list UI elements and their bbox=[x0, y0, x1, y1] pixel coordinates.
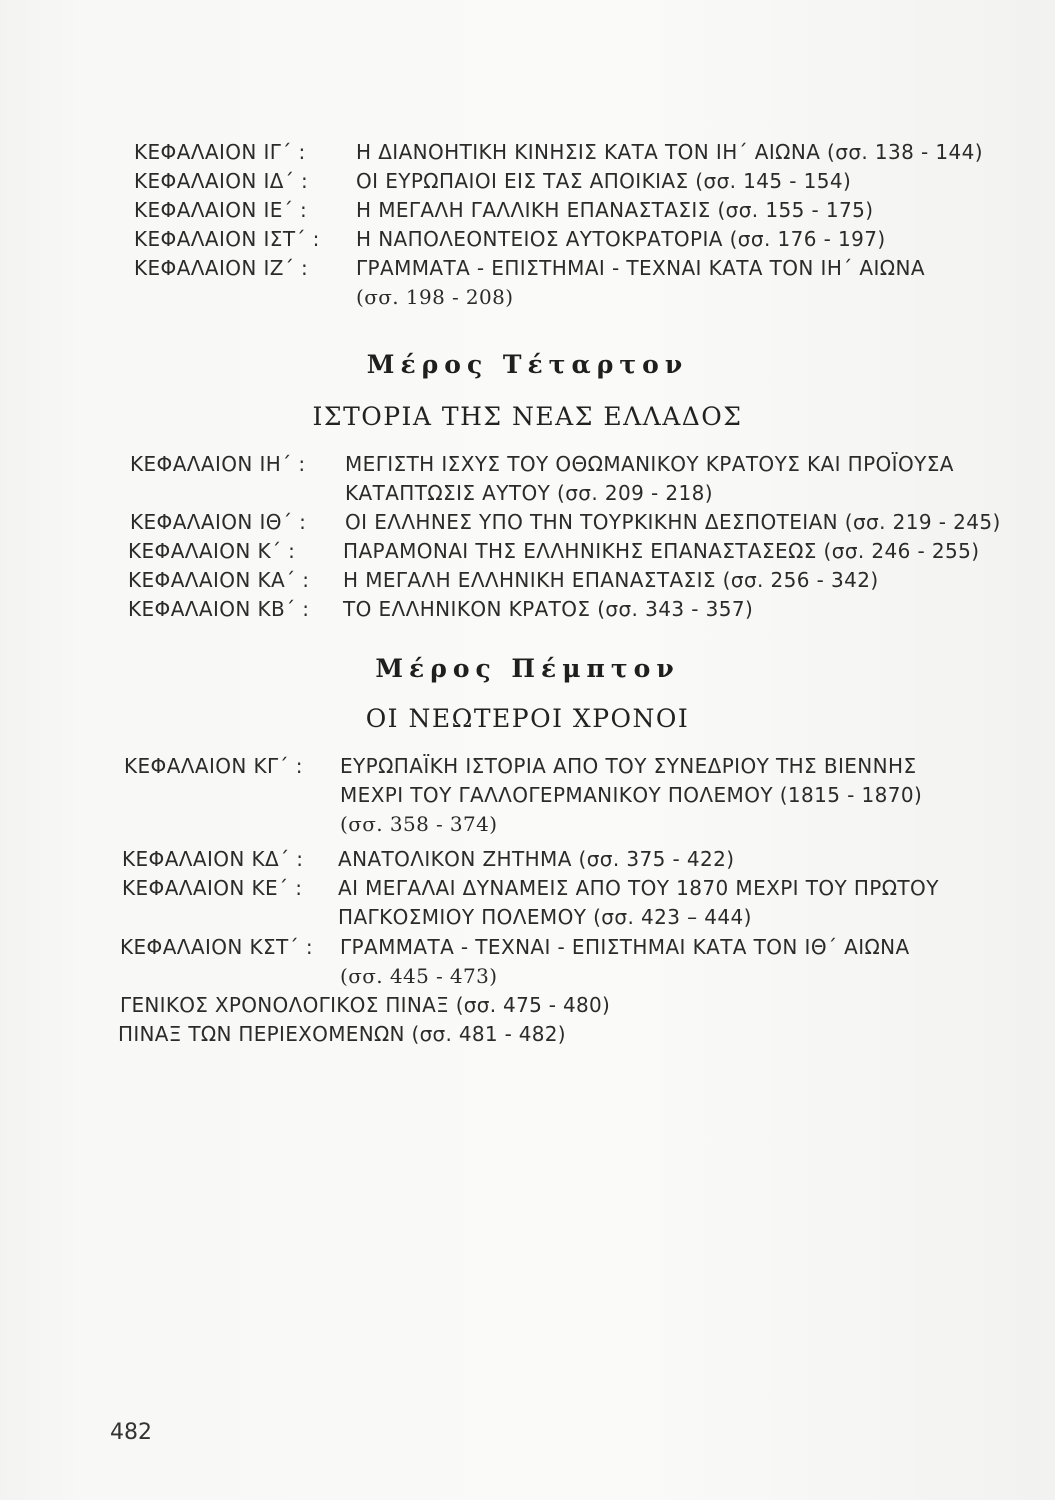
chapter-title: ΑΝΑΤΟΛΙΚΟΝ ΖΗΤΗΜΑ (σσ. 375 - 422) bbox=[338, 847, 735, 871]
chapter-title: ΤΟ ΕΛΛΗΝΙΚΟΝ ΚΡΑΤΟΣ (σσ. 343 - 357) bbox=[343, 597, 754, 621]
chapter-title: ΑΙ ΜΕΓΑΛΑΙ ΔΥΝΑΜΕΙΣ ΑΠΟ ΤΟΥ 1870 ΜΕΧΡΙ ΤΟΥ ΠΡΩΤΟΥ ΠΑΓΚΟΣΜΙΟΥ ΠΟΛΕΜΟΥ (σσ. 423 – 444) bbox=[338, 876, 939, 929]
chapter-entry bbox=[128, 595, 1043, 625]
part-title: ΟΙ ΝΕΩΤΕΡΟΙ ΧΡΟΝΟΙ bbox=[365, 704, 690, 733]
contents-entry: ΠΙΝΑΞ ΤΩΝ ΠΕΡΙΕΧΟΜΕΝΩΝ (σσ. 481 - 482) bbox=[118, 1022, 566, 1046]
chapter-title: ΟΙ ΕΥΡΩΠΑΙΟΙ ΕΙΣ ΤΑΣ ΑΠΟΙΚΙΑΣ (σσ. 145 - 154) bbox=[356, 169, 852, 193]
chapter-title: ΠΑΡΑΜΟΝΑΙ ΤΗΣ ΕΛΛΗΝΙΚΗΣ ΕΠΑΝΑΣΤΑΣΕΩΣ (σσ. 246 - 255) bbox=[343, 539, 980, 563]
chapter-label: ΚΕΦΑΛΑΙΟΝ ΙΗ΄ : bbox=[130, 452, 306, 476]
chapter-entry bbox=[124, 752, 1039, 842]
chapter-label: ΚΕΦΑΛΑΙΟΝ ΙΔ΄ : bbox=[134, 169, 309, 193]
chapter-title: ΜΕΓΙΣΤΗ ΙΣΧΥΣ ΤΟΥ ΟΘΩΜΑΝΙΚΟΥ ΚΡΑΤΟΥΣ ΚΑΙ ΠΡΟΪΟΥΣΑ ΚΑΤΑΠΤΩΣΙΣ ΑΥΤΟΥ (σσ. 209 - 218) bbox=[345, 452, 954, 505]
chapter-title: Η ΜΕΓΑΛΗ ΕΛΛΗΝΙΚΗ ΕΠΑΝΑΣΤΑΣΙΣ (σσ. 256 - 342) bbox=[343, 568, 879, 592]
chapter-title: Η ΔΙΑΝΟΗΤΙΚΗ ΚΙΝΗΣΙΣ ΚΑΤΑ ΤΟΝ ΙΗ΄ ΑΙΩΝΑ (σσ. 138 - 144) bbox=[356, 140, 984, 164]
chapter-label: ΚΕΦΑΛΑΙΟΝ ΚΓ΄ : bbox=[124, 754, 303, 778]
chapter-label: ΚΕΦΑΛΑΙΟΝ ΙΖ΄ : bbox=[134, 256, 309, 280]
part-title: ΙΣΤΟΡΙΑ ΤΗΣ ΝΕΑΣ ΕΛΛΑΔΟΣ bbox=[312, 402, 743, 431]
part-heading: Μέρος Πέμπτον bbox=[375, 654, 680, 683]
chapter-entry bbox=[134, 167, 1049, 197]
chapter-label: ΚΕΦΑΛΑΙΟΝ ΚΣΤ΄ : bbox=[120, 935, 313, 959]
chapter-entry bbox=[130, 450, 1045, 510]
chapter-title: ΕΥΡΩΠΑΪΚΗ ΙΣΤΟΡΙΑ ΑΠΟ ΤΟΥ ΣΥΝΕΔΡΙΟΥ ΤΗΣ ΒΙΕΝΝΗΣ ΜΕΧΡΙ ΤΟΥ ΓΑΛΛΟΓΕΡΜΑΝΙΚΟΥ ΠΟΛΕΜΟΥ (1815 - 1870) (σσ. 358 - 374) bbox=[340, 754, 923, 836]
chapter-label: ΚΕΦΑΛΑΙΟΝ ΙΣΤ΄ : bbox=[134, 227, 320, 251]
chapter-entry bbox=[128, 537, 1043, 567]
chapter-label: ΚΕΦΑΛΑΙΟΝ ΚΑ΄ : bbox=[128, 568, 310, 592]
chapter-entry bbox=[134, 254, 1049, 314]
chapter-entry bbox=[128, 566, 1043, 596]
chapter-label: ΚΕΦΑΛΑΙΟΝ ΙΕ΄ : bbox=[134, 198, 308, 222]
chapter-entry bbox=[120, 933, 1035, 993]
chapter-title: ΟΙ ΕΛΛΗΝΕΣ ΥΠΟ ΤΗΝ ΤΟΥΡΚΙΚΗΝ ΔΕΣΠΟΤΕΙΑΝ (σσ. 219 - 245) bbox=[345, 510, 1001, 534]
chapter-label: ΚΕΦΑΛΑΙΟΝ ΚΔ΄ : bbox=[122, 847, 304, 871]
part-heading: Μέρος Τέταρτον bbox=[366, 350, 689, 379]
chapter-entry bbox=[122, 874, 1037, 934]
chapter-label: ΚΕΦΑΛΑΙΟΝ Κ΄ : bbox=[128, 539, 296, 563]
chapter-entry bbox=[130, 508, 1045, 538]
chapter-entry bbox=[134, 225, 1049, 255]
chapter-entry bbox=[134, 196, 1049, 226]
chapter-label: ΚΕΦΑΛΑΙΟΝ ΙΓ΄ : bbox=[134, 140, 306, 164]
chapter-label: ΚΕΦΑΛΑΙΟΝ ΚΕ΄ : bbox=[122, 876, 303, 900]
chapter-entry bbox=[122, 845, 1037, 875]
chapter-title: Η ΜΕΓΑΛΗ ΓΑΛΛΙΚΗ ΕΠΑΝΑΣΤΑΣΙΣ (σσ. 155 - 175) bbox=[356, 198, 874, 222]
chapter-title: ΓΡΑΜΜΑΤΑ - ΤΕΧΝΑΙ - ΕΠΙΣΤΗΜΑΙ ΚΑΤΑ ΤΟΝ ΙΘ΄ ΑΙΩΝΑ (σσ. 445 - 473) bbox=[340, 935, 910, 988]
chapter-label: ΚΕΦΑΛΑΙΟΝ ΚΒ΄ : bbox=[128, 597, 310, 621]
chapter-title: ΓΡΑΜΜΑΤΑ - ΕΠΙΣΤΗΜΑΙ - ΤΕΧΝΑΙ ΚΑΤΑ ΤΟΝ ΙΗ΄ ΑΙΩΝΑ (σσ. 198 - 208) bbox=[356, 256, 925, 309]
chapter-label: ΚΕΦΑΛΑΙΟΝ ΙΘ΄ : bbox=[130, 510, 307, 534]
chronology-entry: ΓΕΝΙΚΟΣ ΧΡΟΝΟΛΟΓΙΚΟΣ ΠΙΝΑΞ (σσ. 475 - 480) bbox=[120, 993, 611, 1017]
chapter-entry bbox=[134, 138, 1049, 168]
chapter-title: Η ΝΑΠΟΛΕΟΝΤΕΙΟΣ ΑΥΤΟΚΡΑΤΟΡΙΑ (σσ. 176 - 197) bbox=[356, 227, 886, 251]
page-number: 482 bbox=[110, 1420, 152, 1445]
